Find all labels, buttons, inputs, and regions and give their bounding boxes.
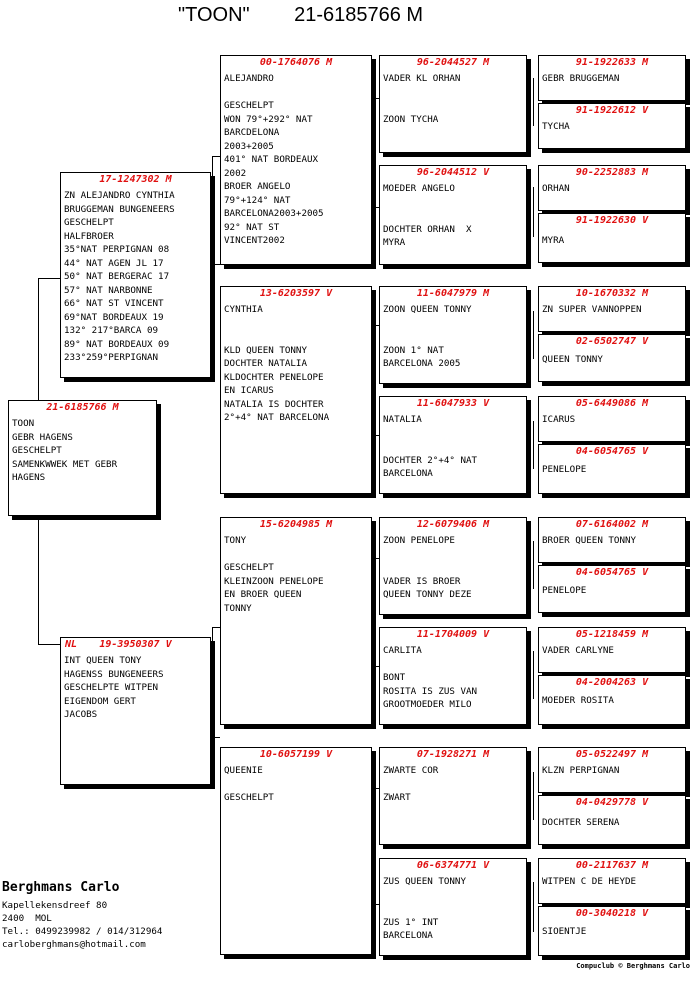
card-line: SIOENTJE [542,926,587,937]
ring-number: 10-6057199 V [259,749,333,760]
card-line: 401° NAT BORDEAUX [224,154,319,165]
ring-number: 96-2044512 V [416,167,490,178]
card-line: SAMENKWWEK MET GEBR [12,458,118,470]
ring-prefix: NL [65,639,78,650]
card-line: 69°NAT BORDEAUX 19 [64,311,164,323]
great-grandparent-card-1 [538,55,686,101]
connector-line [212,156,213,264]
card-line [383,317,524,331]
card-line [383,548,524,562]
card-line: 2°+4° NAT BARCELONA [224,412,330,423]
card-line: BARCDELONA [224,127,280,138]
card-line: CARLITA [383,645,422,656]
card-line: QUEEN TONNY [542,354,603,365]
card-text [542,413,683,427]
sire-sire-card [220,55,372,265]
card-line: DOCHTER 2°+4° NAT [383,454,478,466]
owner-info [2,880,162,951]
card-line: VADER KL ORHAN [383,73,461,84]
pigeon-ring: 21-6185766 M [294,4,424,26]
great-grandparent-card-13 [538,747,686,793]
owner-city: 2400 MOL [2,913,52,924]
connector-line [38,516,39,644]
connector-line [373,788,374,904]
card-line: DOCHTER ORHAN X [383,223,472,235]
card-line: HALFBROER [64,230,114,242]
card-line: ZUS 1° INT [383,916,439,928]
card-line: ICARUS [542,414,576,425]
ring-number: 04-6054765 V [575,567,649,578]
card-line [383,889,524,903]
card-line: INT QUEEN TONY [64,655,142,666]
ring-number: 21-6185766 M [46,402,119,413]
card-line: ZOON 1° NAT [383,344,444,356]
card-line: GESCHELPT [64,217,114,228]
connector-line [212,156,220,157]
card-text [542,584,683,598]
card-line: 44° NAT AGEN JL 17 [64,257,164,269]
connector-line [212,627,220,628]
card-line [224,778,369,792]
ring-number: 00-3040218 V [575,908,649,919]
card-line: BARCELONA [383,930,433,941]
card-line: ZN SUPER VANNOPPEN [542,304,642,315]
card-text [383,534,524,602]
connector-line [533,311,534,359]
sire-dam-dam-card [379,396,527,494]
card-line: GESCHELPT [224,100,274,111]
card-text [224,764,369,805]
ring-number: 05-6449086 M [575,398,649,409]
card-line [383,902,524,916]
card-line: GEBR BRUGGEMAN [542,73,620,84]
card-line: HAGENS [12,472,46,483]
ring-number: 07-1928271 M [416,749,490,760]
card-line: CYNTHIA [224,304,263,315]
card-line: QUEENIE [224,765,263,776]
card-text [542,303,683,317]
ring-number: 17-1247302 M [99,174,172,185]
pigeon-name: "TOON" [178,4,250,26]
ring-number: 11-6047979 M [416,288,490,299]
connector-line [373,558,374,666]
card-text [64,189,208,365]
card-line: 50° NAT BERGERAC 17 [64,271,170,282]
card-line: ZN ALEJANDRO CYNTHIA [64,190,175,201]
card-line: ZWARTE COR [383,765,439,776]
card-line: HAGENSS BUNGENEERS [64,668,164,680]
card-text [542,120,683,134]
card-line: VADER IS BROER [383,575,461,587]
card-text [383,644,524,712]
ring-number: 02-6502747 V [575,336,649,347]
card-line: DOCHTER NATALIA [224,358,307,369]
card-line: BONT [383,672,406,683]
great-grandparent-card-3 [538,165,686,211]
connector-line [533,651,534,699]
card-line: TONY [224,535,247,546]
card-line: VADER CARLYNE [542,645,614,656]
card-line: 57° NAT NARBONNE [64,284,153,296]
great-grandparent-card-5 [538,286,686,332]
card-line: 233°259°PERPIGNAN [64,352,159,363]
card-line [383,561,524,575]
great-grandparent-card-6 [538,334,686,382]
ring-number: 05-1218459 M [575,629,649,640]
card-line: MYRA [383,237,406,248]
card-line: 66° NAT ST VINCENT [64,298,164,309]
great-grandparent-card-9 [538,517,686,563]
ring-number: 12-6079406 M [416,519,490,530]
card-line [383,778,524,792]
card-text [383,764,524,805]
card-line: VINCENT2002 [224,235,285,246]
card-line: BROER ANGELO [224,181,291,192]
ring-number: 06-6374771 V [416,860,490,871]
great-grandparent-card-2 [538,103,686,149]
card-text [383,875,524,943]
card-line: KLEINZOON PENELOPE [224,575,324,587]
owner-name: Berghmans Carlo [2,880,120,895]
ring-number: 91-1922612 V [575,105,649,116]
great-grandparent-card-12 [538,675,686,725]
card-line: JACOBS [64,709,98,720]
connector-line [212,737,220,738]
dam-sire-card [220,517,372,725]
card-text [12,417,154,485]
great-grandparent-card-16 [538,906,686,956]
great-grandparent-card-7 [538,396,686,442]
card-text [542,534,683,548]
card-line [383,99,524,113]
card-line: 2003+2005 [224,140,274,152]
card-line: KLZN PERPIGNAN [542,765,620,776]
ring-number: 13-6203597 V [259,288,333,299]
card-line: PENELOPE [542,585,587,596]
card-line: EIGENDOM GERT [64,695,136,707]
sire-sire-sire-card [379,55,527,153]
ring-number: 07-6164002 M [575,519,649,530]
ring-number: 04-0429778 V [575,797,649,808]
card-line: BARCELONA 2005 [383,358,461,369]
card-line: GROOTMOEDER MILO [383,699,472,710]
great-grandparent-card-8 [538,444,686,494]
owner-email[interactable]: carloberghmans@hotmail.com [2,939,146,950]
connector-line [212,264,220,265]
card-line: NATALIA IS DOCHTER [224,398,324,410]
card-line: EN ICARUS [224,385,274,396]
ring-number: 10-1670332 M [575,288,649,299]
card-text [542,644,683,658]
dam-sire-dam-card [379,627,527,725]
card-line: ORHAN [542,183,570,194]
great-grandparent-card-10 [538,565,686,613]
card-line: KLDOCHTER PENELOPE [224,371,324,383]
card-line [383,330,524,344]
card-line: ZUS QUEEN TONNY [383,876,466,887]
card-line: GESCHELPT [12,445,62,456]
card-line: KLD QUEEN TONNY [224,344,307,356]
sire-dam-sire-card [379,286,527,384]
dam-dam-card [220,747,372,955]
ring-number: 04-2004263 V [575,677,649,688]
card-line: QUEEN TONNY DEZE [383,589,472,600]
dam-sire-sire-card [379,517,527,615]
card-line: 2002 [224,167,247,179]
ring-number: 90-2252883 M [575,167,649,178]
card-line: NATALIA [383,414,422,425]
subject-pedigree-card [8,400,157,516]
connector-line [533,78,534,126]
card-line: ROSITA IS ZUS VAN [383,685,478,697]
dam-card [60,637,211,785]
connector-line [533,772,534,820]
card-line: 79°+124° NAT [224,194,291,206]
copyright-footer: Compuclub © Berghmans Carlo [576,962,690,970]
ring-number: 19-3950307 V [99,639,172,650]
card-text [64,654,208,722]
connector-line [38,278,39,400]
great-grandparent-card-14 [538,795,686,845]
card-text [542,182,683,196]
card-line: ZWART [383,792,411,803]
card-line [224,86,369,100]
card-line: BRUGGEMAN BUNGENEERS [64,203,175,215]
card-line: MYRA [542,235,565,246]
card-line: DOCHTER SERENA [542,817,620,828]
card-text [542,353,683,367]
great-grandparent-card-15 [538,858,686,904]
card-line: GEBR HAGENS [12,431,73,443]
card-line [224,548,369,562]
dam-dam-dam-card [379,858,527,956]
card-line: ZOON TYCHA [383,113,439,125]
ring-number: 96-2044527 M [416,57,490,68]
card-line [224,330,369,344]
card-line: GESCHELPTE WITPEN [64,682,159,693]
owner-street: Kapellekensdreef 80 [2,900,108,911]
card-text [542,694,683,708]
ring-number: 04-6054765 V [575,446,649,457]
sire-card [60,172,211,378]
card-text [542,875,683,889]
connector-line [38,644,60,645]
connector-line [38,278,60,279]
sire-sire-dam-card [379,165,527,265]
connector-line [212,627,213,737]
card-line [383,209,524,223]
owner-phone: Tel.: 0499239982 / 014/312964 [2,926,163,937]
card-line: 89° NAT BORDEAUX 09 [64,338,170,350]
card-line [383,427,524,441]
card-line: 35°NAT PERPIGNAN 08 [64,244,170,255]
connector-line [373,98,374,207]
card-line: TYCHA [542,121,570,132]
ring-number: 05-0522497 M [575,749,649,760]
connector-line [533,421,534,469]
card-text [542,234,683,248]
card-line [383,196,524,210]
card-line: MOEDER ROSITA [542,695,614,706]
card-line: 92° NAT ST [224,221,280,233]
card-line: TONNY [224,602,252,614]
card-line: ALEJANDRO [224,73,274,84]
connector-line [533,187,534,237]
ring-number: 91-1922633 M [575,57,649,68]
connector-line [533,541,534,589]
card-text [542,816,683,830]
connector-line [373,325,374,435]
card-line: 132° 217°BARCA 09 [64,325,159,336]
card-line [383,658,524,672]
card-text [383,413,524,481]
card-line: GESCHELPT [224,792,274,803]
card-line: TOON [12,418,35,429]
card-text [383,182,524,250]
ring-number: 00-1764076 M [259,57,333,68]
card-line: EN BROER QUEEN [224,589,302,600]
great-grandparent-card-11 [538,627,686,673]
card-text [542,463,683,477]
ring-number: 11-1704009 V [416,629,490,640]
card-line: PENELOPE [542,464,587,475]
card-line: BARCELONA2003+2005 [224,208,324,219]
card-line: ZOON PENELOPE [383,535,455,546]
card-text [224,72,369,248]
card-text [224,534,369,615]
card-line: MOEDER ANGELO [383,183,455,194]
card-line [383,440,524,454]
card-line: ZOON QUEEN TONNY [383,304,472,315]
card-text [542,72,683,86]
ring-number: 11-6047933 V [416,398,490,409]
card-text [383,72,524,126]
card-text [542,764,683,778]
card-line: WITPEN C DE HEYDE [542,876,637,887]
card-text [383,303,524,371]
dam-dam-sire-card [379,747,527,845]
card-line [383,86,524,100]
page-title [178,4,423,27]
great-grandparent-card-4 [538,213,686,263]
card-line: BROER QUEEN TONNY [542,535,637,546]
card-line [224,317,369,331]
card-line: GESCHELPT [224,562,274,573]
ring-number: 00-2117637 M [575,860,649,871]
sire-dam-card [220,286,372,494]
card-text [542,925,683,939]
ring-number: 15-6204985 M [259,519,333,530]
card-line: BARCELONA [383,468,433,479]
card-line: WON 79°+292° NAT [224,113,313,125]
card-text [224,303,369,425]
ring-number: 91-1922630 V [575,215,649,226]
connector-line [533,882,534,932]
